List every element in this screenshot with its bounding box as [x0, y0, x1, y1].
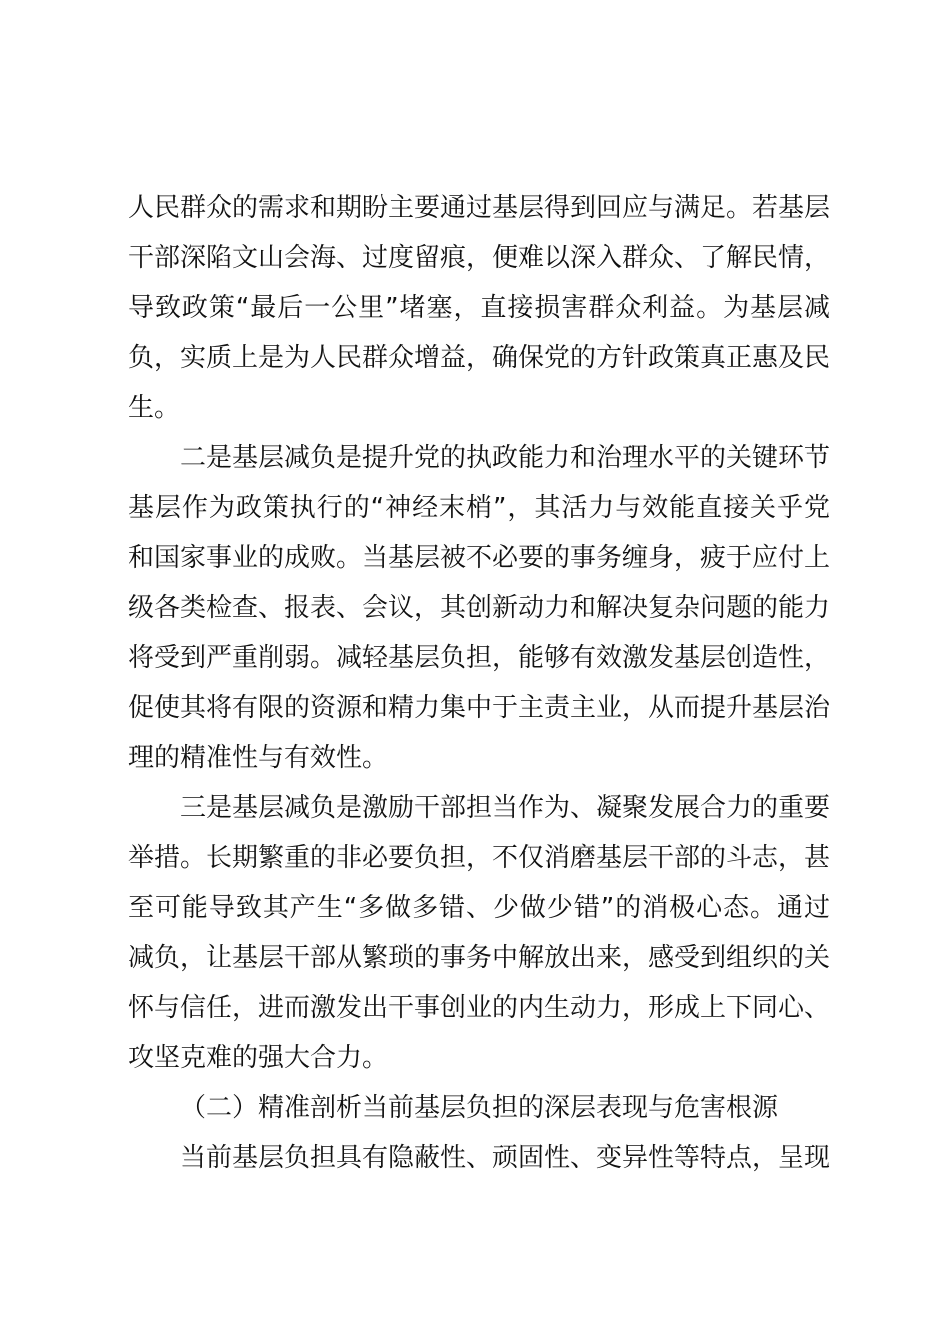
text-line: 怀与信任，进而激发出干事创业的内生动力，形成上下同心、: [128, 993, 831, 1023]
text-line: 干部深陷文山会海、过度留痕，便难以深入群众、了解民情，: [128, 243, 831, 273]
text-line: 生。: [128, 393, 181, 423]
text-line: 攻坚克难的强大合力。: [128, 1043, 389, 1073]
text-line: 促使其将有限的资源和精力集中于主责主业，从而提升基层治: [128, 693, 831, 723]
text-line: 人民群众的需求和期盼主要通过基层得到回应与满足。若基层: [128, 193, 831, 223]
text-line: 和国家事业的成败。当基层被不必要的事务缠身，疲于应付上: [128, 543, 831, 573]
text-line: 将受到严重削弱。减轻基层负担，能够有效激发基层创造性，: [128, 643, 831, 673]
text-line: 负，实质上是为人民群众增益，确保党的方针政策真正惠及民: [128, 343, 831, 373]
text-line: 举措。长期繁重的非必要负担，不仅消磨基层干部的斗志，甚: [128, 843, 831, 873]
text-line: 理的精准性与有效性。: [128, 743, 389, 773]
text-line: 至可能导致其产生“多做多错、少做少错”的消极心态。通过: [128, 893, 830, 923]
text-line: 级各类检查、报表、会议，其创新动力和解决复杂问题的能力: [128, 593, 831, 623]
text-line: 减负，让基层干部从繁琐的事务中解放出来，感受到组织的关: [128, 943, 831, 973]
section-heading: （二）精准剖析当前基层负担的深层表现与危害根源: [180, 1093, 779, 1123]
body-text: [128, 183, 830, 1183]
paragraph-start-line: 二是基层减负是提升党的执政能力和治理水平的关键环节: [180, 443, 831, 473]
paragraph-start-line: 三是基层减负是激励干部担当作为、凝聚发展合力的重要: [180, 793, 831, 823]
paragraph-start-line: 当前基层负担具有隐蔽性、顽固性、变异性等特点，呈现: [180, 1143, 831, 1173]
text-line: 基层作为政策执行的“神经末梢”，其活力与效能直接关乎党: [128, 493, 830, 523]
text-line: 导致政策“最后一公里”堵塞，直接损害群众利益。为基层减: [128, 293, 830, 323]
